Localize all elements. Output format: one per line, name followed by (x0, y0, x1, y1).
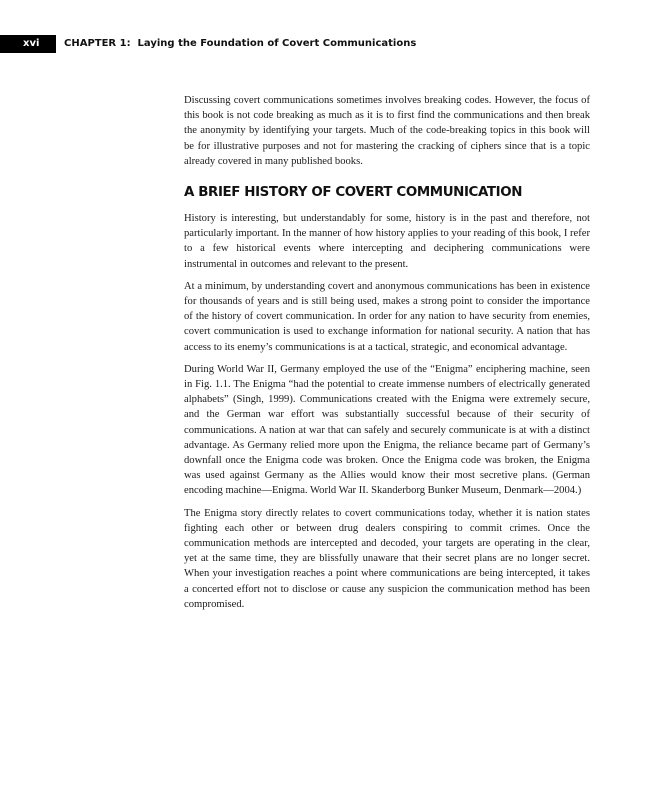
section-heading: A BRIEF HISTORY OF COVERT COMMUNICATION (184, 185, 523, 201)
body-paragraph: During World War II, Germany employed the use of the “Enigma” enciphering machine, seen in Fig. 1.1. The Enigma “had the potential to create immense numbers of electrically generated alphabets” (Singh, 1999). Communications created with the Enigma were extremely secure, and the German war effort was substantially successful because of their security of communications. A nation at war that can safely and securely communicate is at with a distinct advantage. As Germany relied more upon the Enigma, the reliance became part of Germany’s downfall once the Enigma code was broken. Once the Enigma code was broken, the Enigma was used against Germany as the Allies would know their most secretive plans. (German encoding machine—Enigma. World War II. Skanderborg Bunker Museum, Denmark—2004.) (184, 363, 590, 497)
intro-paragraph: Discussing covert communications sometimes involves breaking codes. However, the focus of this book is not code breaking as much as it is to first find the communications and then break the anonymity by identifying your targets. Much of the code-breaking topics in this book will be for illustrative purposes and not for mastering the cracking of ciphers since that is a topic already covered in many published books. (184, 95, 590, 167)
body-paragraph: History is interesting, but understandably for some, history is in the past and therefore, not particularly important. In the manner of how history applies to your reading of this book, I refer to a few historical events where intercepting and deciphering communications were instrumental in outcomes and relevant to the present. (184, 213, 590, 270)
page-number: xvi (0, 35, 56, 53)
page-body (184, 93, 590, 619)
chapter-label: CHAPTER 1: (64, 38, 131, 49)
chapter-name: Laying the Foundation of Covert Communications (137, 38, 417, 49)
chapter-title (64, 35, 416, 53)
running-header (0, 35, 647, 53)
body-paragraph: The Enigma story directly relates to covert communications today, whether it is nation states fighting each other or between drug dealers conspiring to commit crimes. Once the communication methods are intercepted and decoded, your targets are operating in the clear, yet at the same time, they are blissfully unaware that their secret plans are no longer secret. When your investigation reaches a point where communications are being intercepted, it takes a concerted effort not to disclose or cause any suspicion the communication method has been compromised. (184, 507, 590, 610)
body-paragraph: At a minimum, by understanding covert and anonymous communications has been in existence for thousands of years and is still being used, makes a strong point to consider the importance of the history of covert communication. In order for any nation to have security from enemies, covert communication is used to exchange information for national security. A nation that has access to its enemy’s communications is at a tactical, strategic, and economical advantage. (184, 280, 590, 353)
